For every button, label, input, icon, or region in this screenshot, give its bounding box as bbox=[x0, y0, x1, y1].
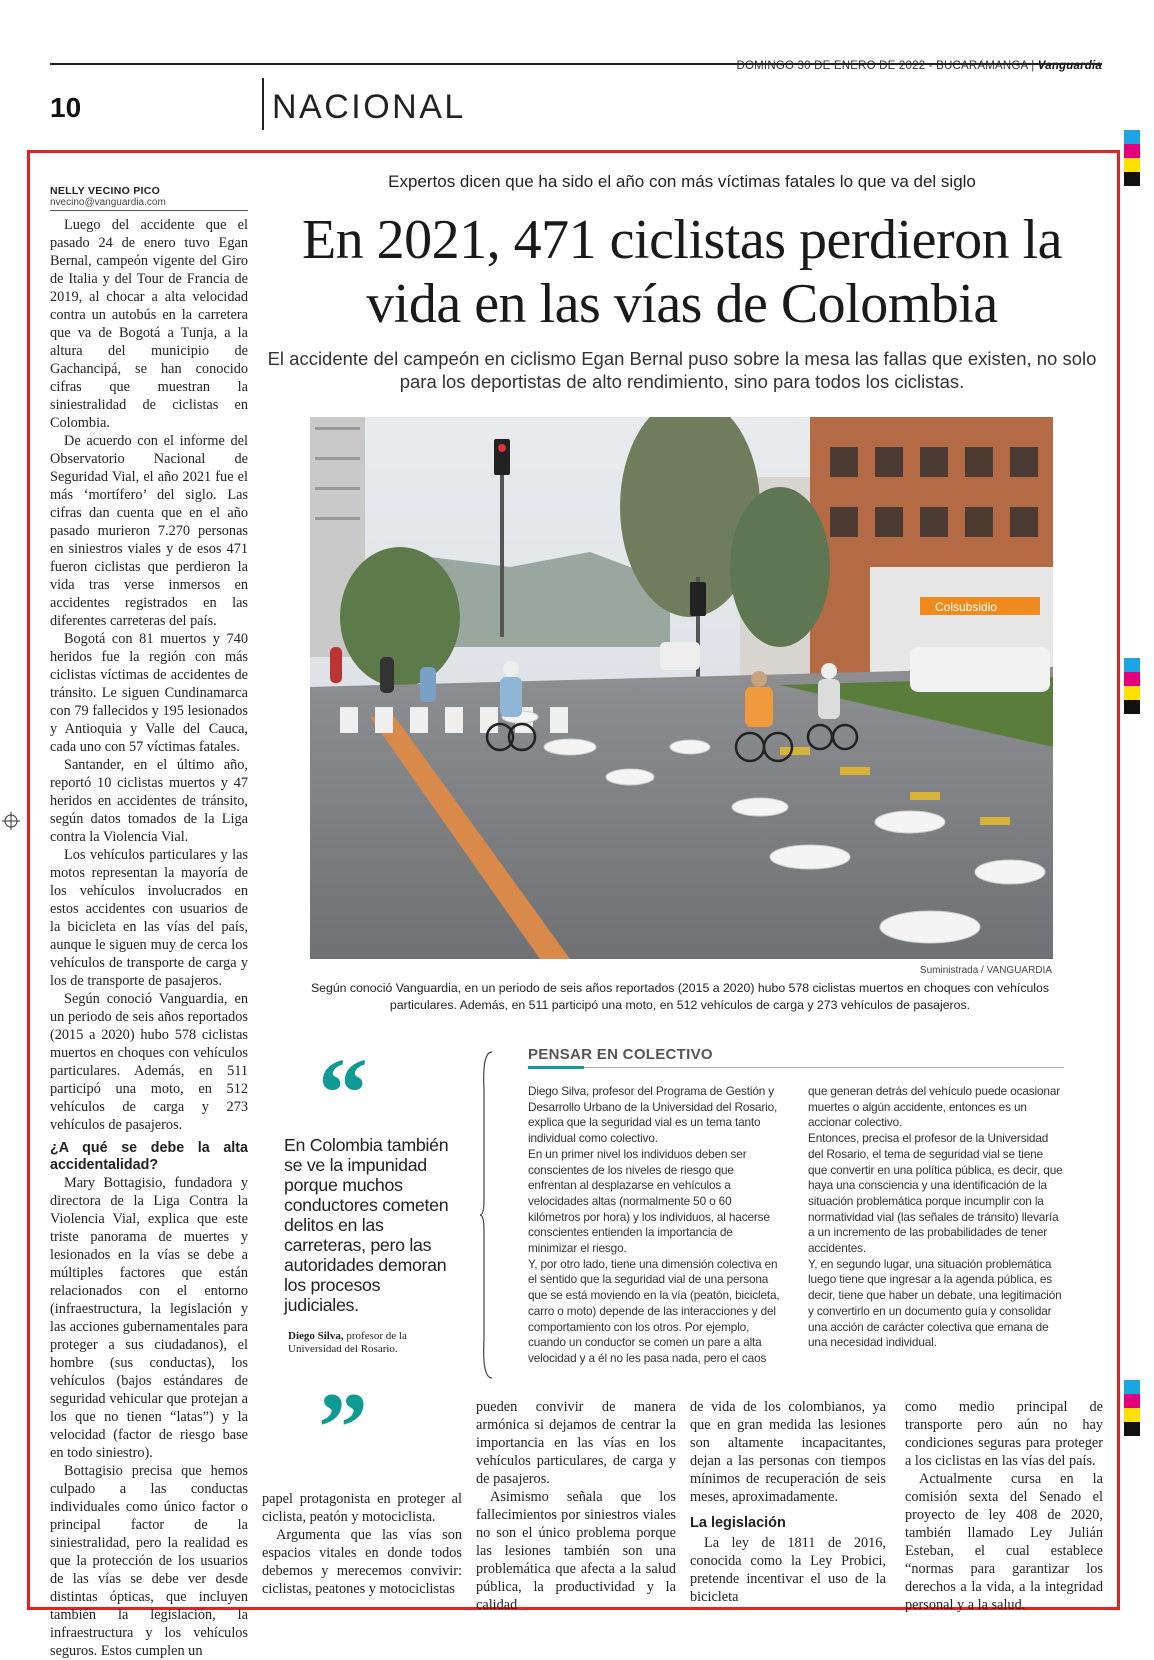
author-email: nvecino@vanguardia.com bbox=[50, 197, 166, 208]
sidebar-paragraph: Y, por otro lado, tiene una dimensión colectiva en el sentido que la seguridad vial de una persona que se está moviendo en la vía (peatón, bicicleta, carro o moto) depende de las interacciones y del comportamiento con los otros. Por ejemplo, cuando un conductor se comen un pare a alta velocidad y a él no les pasa nada, pero el caos bbox=[528, 1256, 780, 1365]
brand-logo: Vanguardia bbox=[1037, 60, 1102, 72]
cyclists-road-photo bbox=[310, 417, 1053, 959]
close-quote-icon: ” bbox=[318, 1372, 368, 1483]
paragraph: Luego del accidente que el pasado 24 de enero tuvo Egan Bernal, campeón vigente del Giro de Italia y del Tour de Francia de 2019, al chocar a alta velocidad contra un autobús en la carretera que va de Bogotá a Tunja, a la altura del municipio de Gachancipá, se han conocido cifras que muestran la siniestralidad de ciclistas en Colombia. bbox=[50, 217, 248, 431]
quote-author-role: profesor de la Universidad del Rosario. bbox=[288, 1330, 407, 1355]
color-bar-middle bbox=[1124, 658, 1140, 714]
subheadline: El accidente del campeón en ciclismo Egan Bernal puso sobre la mesa las fallas que existen, no solo para los deportistas de alto rendimiento, sino para todos los ciclistas. bbox=[267, 348, 1097, 392]
column-5 bbox=[905, 1398, 1103, 1614]
paragraph: Argumenta que las vías son espacios vitales en donde todos debemos y merecemos convivir: ciclistas, peatones y motociclistas bbox=[262, 1527, 462, 1597]
paragraph: Asimismo señala que los fallecimientos por siniestros viales no son el único problema porque las lesiones también son una problemática que afecta a la salud pública, la productividad y la calidad bbox=[476, 1489, 676, 1613]
sidebar-column-2 bbox=[808, 1084, 1063, 1351]
paragraph: como medio principal de transporte pero aún no hay condiciones seguras para proteger a los ciclistas en las vías del país. bbox=[905, 1399, 1103, 1469]
kicker: Expertos dicen que ha sido el año con más víctimas fatales lo que va del siglo bbox=[388, 172, 976, 191]
column-4 bbox=[690, 1398, 886, 1606]
left-column bbox=[50, 216, 248, 1660]
dateline: DOMINGO 30 DE ENERO DE 2022 - BUCARAMANGA | Vanguardia bbox=[736, 60, 1102, 72]
paragraph: pueden convivir de manera armónica si dejamos de centrar la importancia en las vías en los vehículos particulares, de carga y de pasajeros. bbox=[476, 1399, 676, 1487]
sidebar-paragraph: Y, en segundo lugar, una situación problemática luego tiene que ingresar a la agenda pública, es decir, tiene que haber un debate, una legitimación y convertirlo en un documento guía y consolidar una acción de carácter colectiva que emana de una necesidad individual. bbox=[808, 1256, 1062, 1350]
paragraph: Mary Bottagisio, fundadora y directora de la Liga Contra la Violencia Vial, explica que este triste panorama de muertes y lesionados en la vías se debe a múltiples factores que están relacionados con el entorno (infraestructura, la legislación y las acciones gubernamentales para proteger a sus ciudadanos), el hombre (sus conductas), los vehículos (bajos estándares de seguridad vehicular que protejan a los que no tienen “latas”) y la velocidad (factor de riesgo base en todo siniestro). bbox=[50, 1175, 248, 1461]
subheading: La legislación bbox=[690, 1515, 786, 1531]
paragraph: De acuerdo con el informe del Observatorio Nacional de Seguridad Vial, el año 2021 fue el más ‘mortífero’ del siglo. Las cifras dan cuenta que en el año pasado murieron 7.270 personas en siniestros viales y de esos 471 fueron ciclistas que perdieron la vida tras verse inmersos en accidentes registrados en las diferentes carreteras del país. bbox=[50, 433, 248, 629]
header-separator bbox=[262, 78, 264, 130]
header-rule bbox=[50, 63, 1102, 65]
paragraph: Según conoció Vanguardia, en un periodo de seis años reportados (2015 a 2020) hubo 578 ciclistas muertos en choques con vehículos particulares. Además, en 511 participó una moto, en 512 vehículos de carga y 273 vehículos de pasajeros. bbox=[50, 991, 248, 1133]
sidebar-title-rule bbox=[584, 1067, 1064, 1068]
sidebar-paragraph: Entonces, precisa el profesor de la Universidad del Rosario, el tema de seguridad vial se tiene que convertir en una política pública, es decir, que haya una consciencia y una identificación de la situación problemática porque incumplir con la normatividad vial (las señales de tránsito) llevaría a un incremento de las probabilidades de tener accidentes. bbox=[808, 1131, 1063, 1256]
column-3 bbox=[476, 1398, 676, 1614]
author-name: NELLY VECINO PICO bbox=[50, 185, 161, 197]
pull-quote-attribution bbox=[288, 1330, 448, 1356]
color-bar-bottom bbox=[1124, 1380, 1140, 1436]
color-bar-top bbox=[1124, 130, 1140, 200]
paragraph: Bogotá con 81 muertos y 740 heridos fue la región con más ciclistas víctimas de accidentes de tránsito. Le siguen Cundinamarca con 79 fallecidos y 195 lesionados y Antioquia y Valle del Cauca, cada uno con 57 víctimas fatales. bbox=[50, 631, 248, 755]
section-title: NACIONAL bbox=[272, 88, 466, 126]
sidebar-paragraph: En un primer nivel los individuos deben ser conscientes de los niveles de riesgo que enfrentan al desplazarse en vehículos a velocidades altas (normalmente 50 o 60 kilómetros por hora) y los individuos, al hacerse conscientes entienden la importancia de minimizar el riesgo. bbox=[528, 1146, 770, 1256]
byline bbox=[50, 185, 166, 208]
sidebar-paragraph: Diego Silva, profesor del Programa de Gestión y Desarrollo Urbano de la Universidad del Rosario, explica que la seguridad vial es un tema tanto individual como colectivo. bbox=[528, 1084, 778, 1146]
byline-rule bbox=[50, 210, 248, 211]
paragraph: Bottagisio precisa que hemos culpado a las conductas individuales como único factor o principal factor de la siniestralidad, pero la realidad es que la protección de los usuarios de las vías se debe ver desde distintas ópticas, que incluyen también la legislación, la infraestructura y los vehículos seguros. Estos cumplen un bbox=[50, 1463, 248, 1659]
store-sign-text: Colsubsidio bbox=[935, 600, 998, 614]
paragraph: papel protagonista en proteger al ciclista, peatón y motociclista. bbox=[262, 1491, 462, 1525]
quote-author-name: Diego Silva, bbox=[288, 1330, 344, 1342]
dateline-text: DOMINGO 30 DE ENERO DE 2022 - BUCARAMANGA bbox=[736, 60, 1028, 72]
sidebar-title: PENSAR EN COLECTIVO bbox=[528, 1046, 713, 1063]
pull-quote: En Colombia también se ve la impunidad porque muchos conductores cometen delitos en las carreteras, pero las autoridades demoran los procesos judiciales. bbox=[284, 1135, 449, 1315]
page-number: 10 bbox=[50, 92, 82, 123]
sidebar-title-accent bbox=[528, 1066, 584, 1069]
headline: En 2021, 471 ciclistas perdieron la vida en las vías de Colombia bbox=[301, 209, 1063, 335]
open-quote-icon: “ bbox=[318, 1037, 368, 1148]
paragraph: de vida de los colombianos, ya que en gran medida las lesiones son altamente incapacitantes, dejan a las personas con tiempos mínimos de recuperación de seis meses, aproximadamente. bbox=[690, 1399, 886, 1505]
paragraph: Actualmente cursa en la comisión sexta del Senado el proyecto de ley 408 de 2020, también llamado Ley Julián Esteban, el cual establece “normas para garantizar los derechos a la vida, a la integridad personal y a la salud. bbox=[905, 1471, 1103, 1613]
sidebar-paragraph: que generan detrás del vehículo puede ocasionar muertes o algún accidente, entonces es un accionar colectivo. bbox=[808, 1084, 1061, 1130]
paragraph: Santander, en el último año, reportó 10 ciclistas muertos y 47 heridos en accidentes de tránsito, según datos tomados de la Liga contra la Violencia Vial. bbox=[50, 757, 248, 845]
column-2 bbox=[262, 1490, 462, 1598]
brace-icon bbox=[480, 1050, 494, 1380]
sidebar-column-1 bbox=[528, 1084, 783, 1367]
paragraph: La ley de 1811 de 2016, conocida como la Ley Probici, pretende incentivar el uso de la bicicleta bbox=[690, 1535, 886, 1605]
registration-mark-icon bbox=[2, 812, 20, 830]
photo-caption: Según conoció Vanguardia, en un periodo de seis años reportados (2015 a 2020) hubo 578 ciclistas muertos en choques con vehículos particulares. Además, en 511 participó una moto, en 512 vehículos de carga y 273 vehículos de pasajeros. bbox=[310, 981, 1050, 1012]
photo-credit: Suministrada / VANGUARDIA bbox=[919, 965, 1052, 976]
subheading: ¿A qué se debe la alta accidentalidad? bbox=[50, 1140, 248, 1173]
paragraph: Los vehículos particulares y las motos representan la mayoría de los vehículos involucrados en estos accidentes con usuarios de la bicicleta en las vías del país, aunque le siguen muy de cerca los vehículos de transporte de carga y los de transporte de pasajeros. bbox=[50, 847, 248, 989]
